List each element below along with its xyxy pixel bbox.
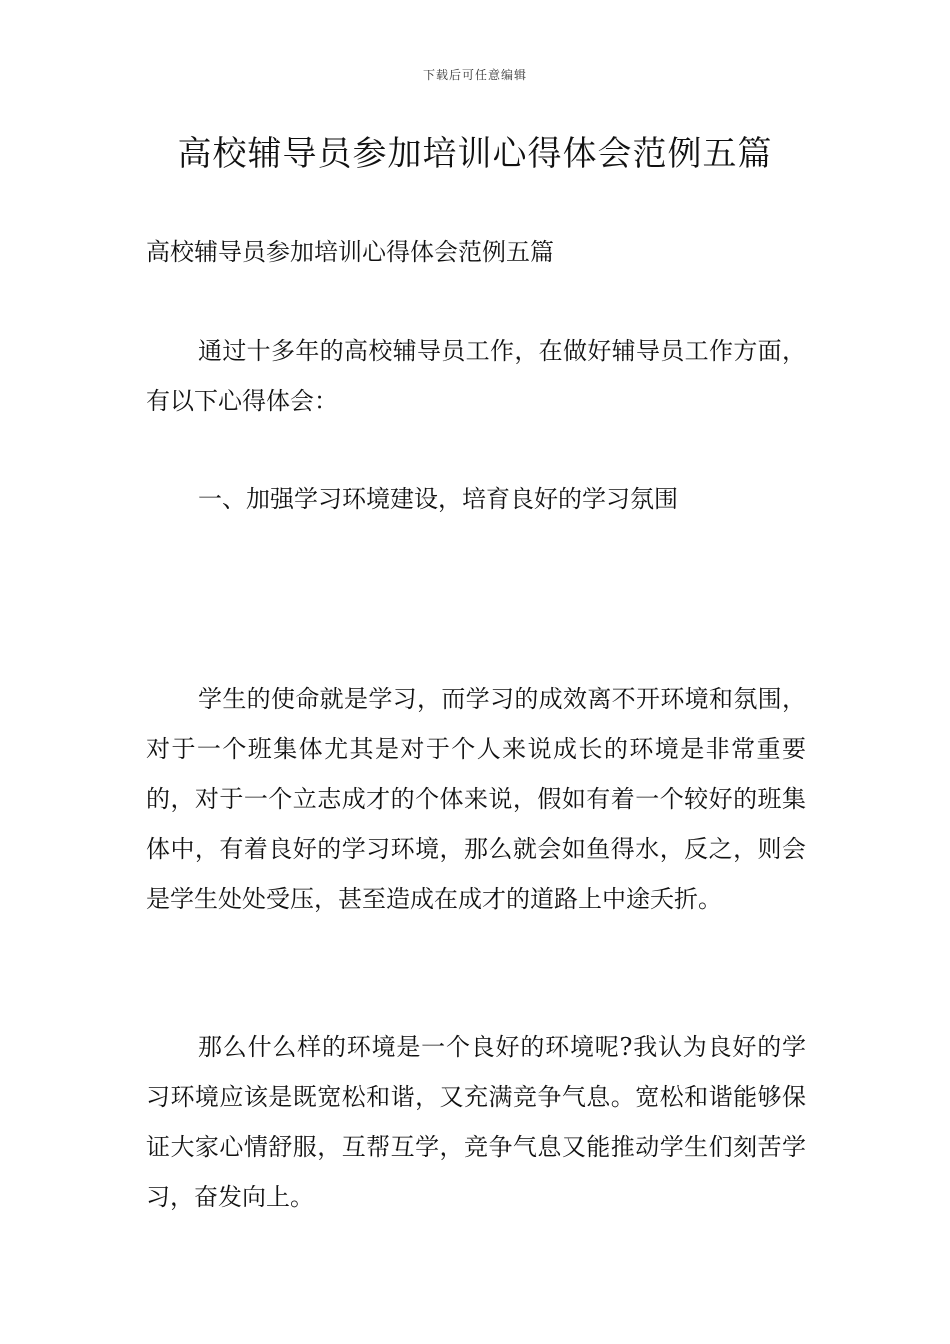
- intro-paragraph: 通过十多年的高校辅导员工作，在做好辅导员工作方面，有以下心得体会：: [146, 337, 806, 415]
- body-paragraph: 那么什么样的环境是一个良好的环境呢?我认为良好的学习环境应该是既宽松和谐，又充满竞争气息。宽松和谐能够保证大家心情舒服，互帮互学，竞争气息又能推动学生们刻苦学习，奋发向上。: [146, 1033, 806, 1211]
- document-title: 高校辅导员参加培训心得体会范例五篇: [177, 134, 773, 174]
- document-subtitle: 高校辅导员参加培训心得体会范例五篇: [146, 238, 554, 266]
- section-heading: 一、加强学习环境建设，培育良好的学习氛围: [198, 485, 678, 513]
- body-paragraph: 学生的使命就是学习，而学习的成效离不开环境和氛围，对于一个班集体尤其是对于个人来说成长的环境是非常重要的，对于一个立志成才的个体来说，假如有着一个较好的班集体中，有着良好的学习环境，那么就会如鱼得水，反之，则会是学生处处受压，甚至造成在成才的道路上中途夭折。: [146, 685, 806, 913]
- header-note: 下载后可任意编辑: [422, 68, 527, 82]
